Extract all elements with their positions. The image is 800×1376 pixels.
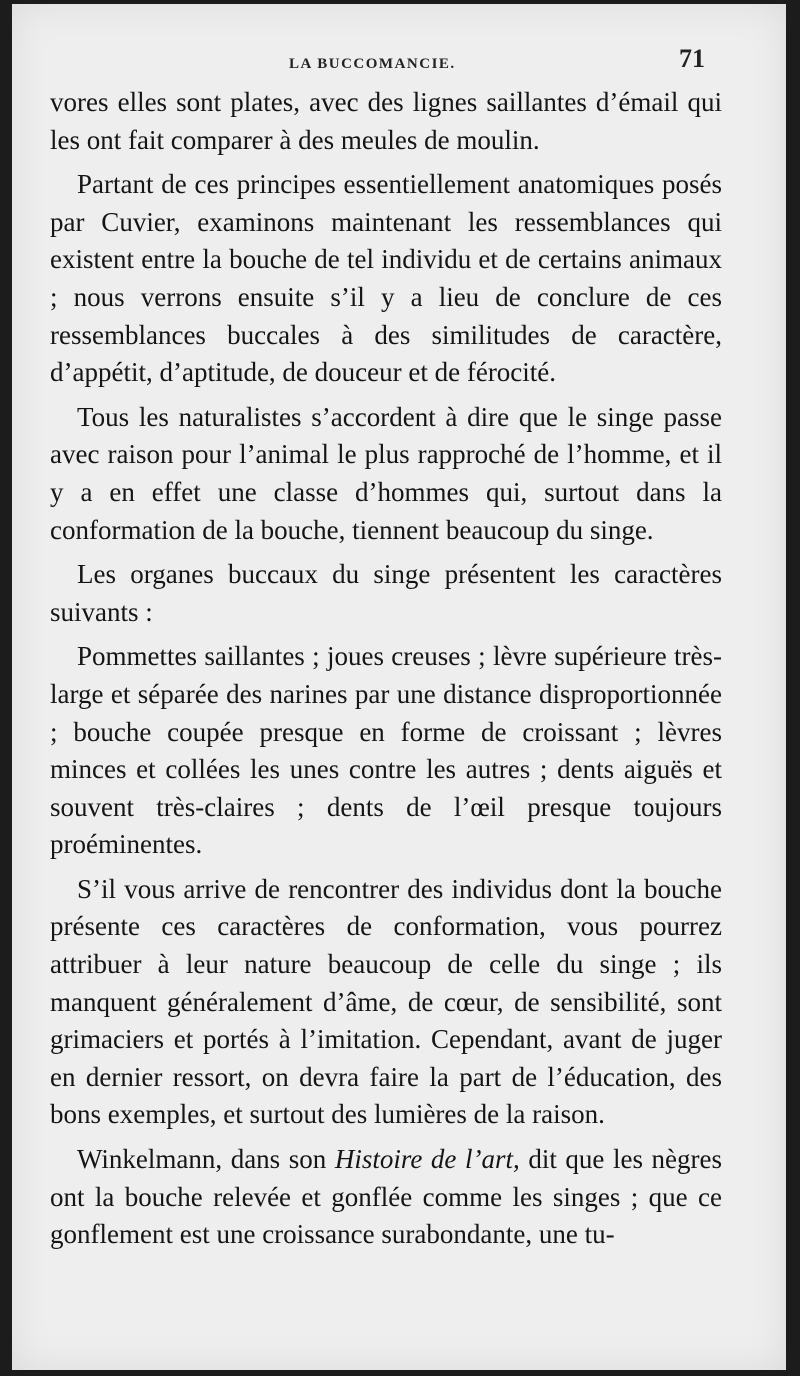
paragraph-4: Les organes buccaux du singe présentent les caractères suivants :	[50, 559, 722, 627]
paragraph-1: vores elles sont plates, avec des lignes saillantes d’émail qui les ont fait comparer à des meules de moulin.	[50, 87, 722, 155]
book-page	[12, 4, 786, 1370]
paragraph-3: Tous les naturalistes s’accordent à dire que le singe passe avec raison pour l’animal le plus rapproché de l’homme, et il y a en effet une classe d’hommes qui, surtout dans la conformation de la bouche, tiennent beaucoup du singe.	[50, 401, 722, 545]
paragraph-2: Partant de ces principes essentiellement anatomiques posés par Cuvier, examinons maintenant les ressemblances qui existent entre la bouche de tel individu et de certains animaux ; nous verrons ensuite s’il y a lieu de conclure de ces ressemblances buccales à des similitudes de caractère, d’appétit, d’aptitude, de douceur et de férocité.	[50, 169, 722, 388]
paragraph-7-start: Winkelmann, dans son	[77, 1144, 335, 1175]
page-number: 71	[679, 44, 705, 73]
paragraph-5: Pommettes saillantes ; joues creuses ; lèvre supérieure très-large et séparée des narines par une distance disproportionnée ; bouche coupée presque en forme de croissant ; lèvres minces et collées les unes contre les autres ; dents aiguës et souvent très-claires ; dents de l’œil presque toujours proéminentes.	[50, 641, 722, 860]
paragraph-6: S’il vous arrive de rencontrer des individus dont la bouche présente ces caractères de conformation, vous pourrez attribuer à leur nature beaucoup de celle du singe ; ils manquent généralement d’âme, de cœur, de sensibilité, sont grimaciers et portés à l’imitation. Cependant, avant de juger en dernier ressort, on devra faire la part de l’éducation, des bons exemples, et surtout des lumières de la raison.	[50, 873, 722, 1130]
running-title: LA BUCCOMANCIE.	[289, 56, 456, 72]
paragraph-7-end: dit que les nègres ont la bouche relevée et gonflée comme les singes ; que ce gonflement est une croissance surabondante, une tu-	[50, 1144, 722, 1250]
paragraph-7	[50, 1141, 722, 1254]
book-title-italic: Histoire de l’art,	[334, 1144, 520, 1175]
body-text	[50, 84, 722, 1261]
page-header	[12, 42, 786, 82]
